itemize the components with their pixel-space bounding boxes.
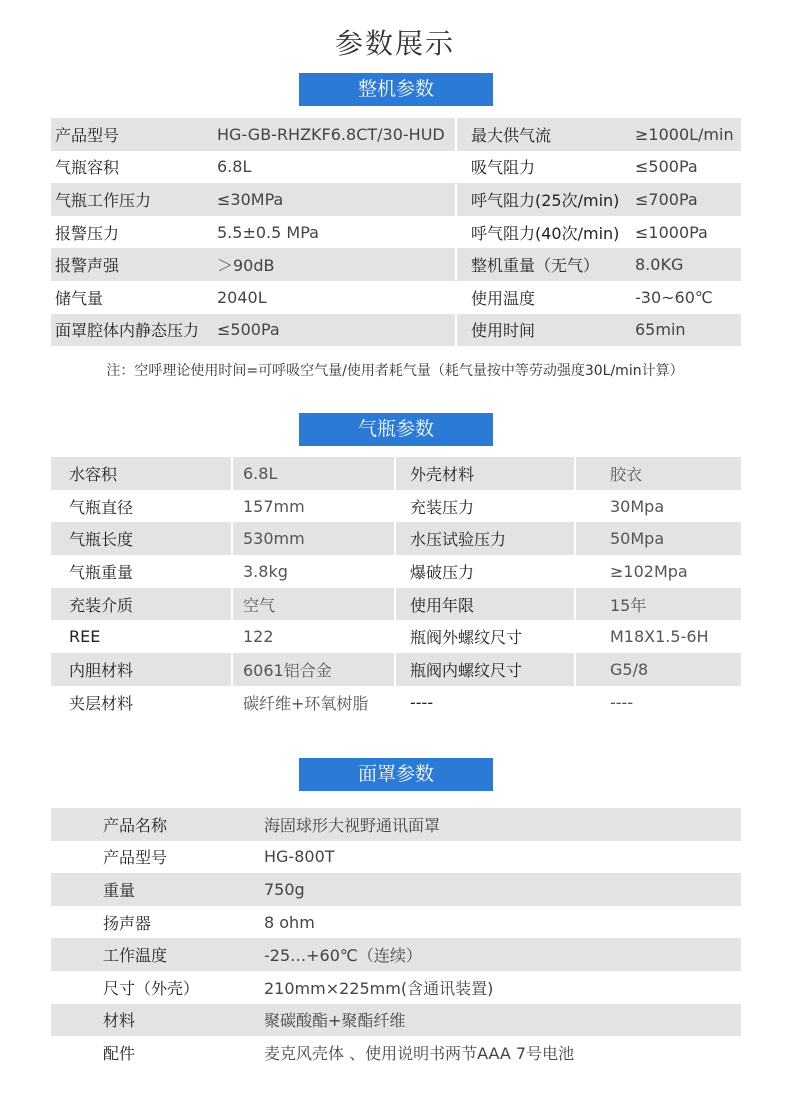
param-label: 报警压力 bbox=[51, 216, 209, 249]
param-value: 210mm×225mm(含通讯装置) bbox=[252, 971, 741, 1004]
table-row bbox=[51, 653, 741, 686]
param-value: 8 ohm bbox=[252, 906, 741, 939]
table-row bbox=[51, 686, 741, 719]
param-label: 呼气阻力(40次/min) bbox=[456, 216, 623, 249]
param-value: 空气 bbox=[232, 588, 395, 621]
param-value: ≤500Pa bbox=[623, 151, 741, 184]
param-label: 使用年限 bbox=[395, 588, 575, 621]
table-row bbox=[51, 457, 741, 490]
table-row bbox=[51, 906, 741, 939]
usage-note: 注：空呼理论使用时间=可呼吸空气量/使用者耗气量（耗气量按中等劳动强度30L/min计算） bbox=[106, 363, 684, 379]
table-row bbox=[51, 216, 741, 249]
param-value: G5/8 bbox=[575, 653, 741, 686]
param-label: 气瓶长度 bbox=[51, 522, 232, 555]
param-value: 30Mpa bbox=[575, 490, 741, 523]
param-label: 充装介质 bbox=[51, 588, 232, 621]
param-value: ≤500Pa bbox=[209, 314, 456, 347]
param-label: 爆破压力 bbox=[395, 555, 575, 588]
param-value: 胶衣 bbox=[575, 457, 741, 490]
table-row bbox=[51, 841, 741, 874]
param-value: HG-GB-RHZKF6.8CT/30-HUD bbox=[209, 118, 456, 151]
page-title: 参数展示 bbox=[334, 27, 455, 60]
param-label: 工作温度 bbox=[51, 938, 252, 971]
param-value: 3.8kg bbox=[232, 555, 395, 588]
param-value: 6.8L bbox=[209, 151, 456, 184]
param-label: 水压试验压力 bbox=[395, 522, 575, 555]
param-label: 内胆材料 bbox=[51, 653, 232, 686]
table-row bbox=[51, 490, 741, 523]
section-heading-mask: 面罩参数 bbox=[299, 758, 493, 791]
table-row bbox=[51, 281, 741, 314]
param-value: -25…+60℃（连续） bbox=[252, 938, 741, 971]
param-label: 整机重量（无气） bbox=[456, 248, 623, 281]
table-row bbox=[51, 151, 741, 184]
table-row bbox=[51, 588, 741, 621]
param-value: 麦克风壳体 、使用说明书两节AAA 7号电池 bbox=[252, 1036, 741, 1069]
param-label: 材料 bbox=[51, 1004, 252, 1037]
param-value: ≤1000Pa bbox=[623, 216, 741, 249]
param-label: 气瓶直径 bbox=[51, 490, 232, 523]
param-value: 6.8L bbox=[232, 457, 395, 490]
param-value: 8.0KG bbox=[623, 248, 741, 281]
table-row bbox=[51, 620, 741, 653]
param-value: ≥102Mpa bbox=[575, 555, 741, 588]
param-label: 配件 bbox=[51, 1036, 252, 1069]
param-value: 50Mpa bbox=[575, 522, 741, 555]
param-label: 气瓶重量 bbox=[51, 555, 232, 588]
param-label: 瓶阀外螺纹尺寸 bbox=[395, 620, 575, 653]
table-row bbox=[51, 522, 741, 555]
table-row bbox=[51, 555, 741, 588]
param-value: 750g bbox=[252, 873, 741, 906]
param-label: 夹层材料 bbox=[51, 686, 232, 719]
param-value: 6061铝合金 bbox=[232, 653, 395, 686]
param-value: ≥1000L/min bbox=[623, 118, 741, 151]
param-value: 15年 bbox=[575, 588, 741, 621]
param-label: 产品型号 bbox=[51, 118, 209, 151]
param-value: ≤700Pa bbox=[623, 183, 741, 216]
table-row bbox=[51, 1036, 741, 1069]
param-value: HG-800T bbox=[252, 841, 741, 874]
param-label: 尺寸（外壳） bbox=[51, 971, 252, 1004]
machine-params-table bbox=[51, 118, 741, 346]
table-row bbox=[51, 248, 741, 281]
table-row bbox=[51, 971, 741, 1004]
param-value: ＞90dB bbox=[209, 248, 456, 281]
table-row bbox=[51, 118, 741, 151]
param-label: 瓶阀内螺纹尺寸 bbox=[395, 653, 575, 686]
table-row bbox=[51, 938, 741, 971]
param-label: 使用温度 bbox=[456, 281, 623, 314]
cylinder-params-table bbox=[51, 457, 741, 719]
param-label: 报警声强 bbox=[51, 248, 209, 281]
param-value: ---- bbox=[575, 686, 741, 719]
param-value: 530mm bbox=[232, 522, 395, 555]
param-value: ≤30MPa bbox=[209, 183, 456, 216]
param-label: 呼气阻力(25次/min) bbox=[456, 183, 623, 216]
param-label: 扬声器 bbox=[51, 906, 252, 939]
param-value: M18X1.5-6H bbox=[575, 620, 741, 653]
param-label: 重量 bbox=[51, 873, 252, 906]
param-label: 产品名称 bbox=[51, 808, 252, 841]
mask-params-table bbox=[51, 808, 741, 1069]
param-label: 气瓶容积 bbox=[51, 151, 209, 184]
param-label: ---- bbox=[395, 686, 575, 719]
param-label: REE bbox=[51, 620, 232, 653]
param-label: 最大供气流 bbox=[456, 118, 623, 151]
param-value: 2040L bbox=[209, 281, 456, 314]
param-value: 122 bbox=[232, 620, 395, 653]
param-label: 面罩腔体内静态压力 bbox=[51, 314, 209, 347]
param-value: 海固球形大视野通讯面罩 bbox=[252, 808, 741, 841]
table-row bbox=[51, 183, 741, 216]
param-value: 5.5±0.5 MPa bbox=[209, 216, 456, 249]
param-label: 储气量 bbox=[51, 281, 209, 314]
section-heading-cylinder: 气瓶参数 bbox=[299, 413, 493, 446]
param-value: 65min bbox=[623, 314, 741, 347]
param-label: 吸气阻力 bbox=[456, 151, 623, 184]
section-heading-machine: 整机参数 bbox=[299, 73, 493, 106]
param-value: 157mm bbox=[232, 490, 395, 523]
param-label: 充装压力 bbox=[395, 490, 575, 523]
table-row bbox=[51, 1004, 741, 1037]
param-value: -30~60℃ bbox=[623, 281, 741, 314]
table-row bbox=[51, 314, 741, 347]
table-row bbox=[51, 808, 741, 841]
param-value: 聚碳酸酯+聚酯纤维 bbox=[252, 1004, 741, 1037]
param-label: 产品型号 bbox=[51, 841, 252, 874]
param-value: 碳纤维+环氧树脂 bbox=[232, 686, 395, 719]
param-label: 气瓶工作压力 bbox=[51, 183, 209, 216]
table-row bbox=[51, 873, 741, 906]
param-label: 使用时间 bbox=[456, 314, 623, 347]
param-label: 外壳材料 bbox=[395, 457, 575, 490]
param-label: 水容积 bbox=[51, 457, 232, 490]
